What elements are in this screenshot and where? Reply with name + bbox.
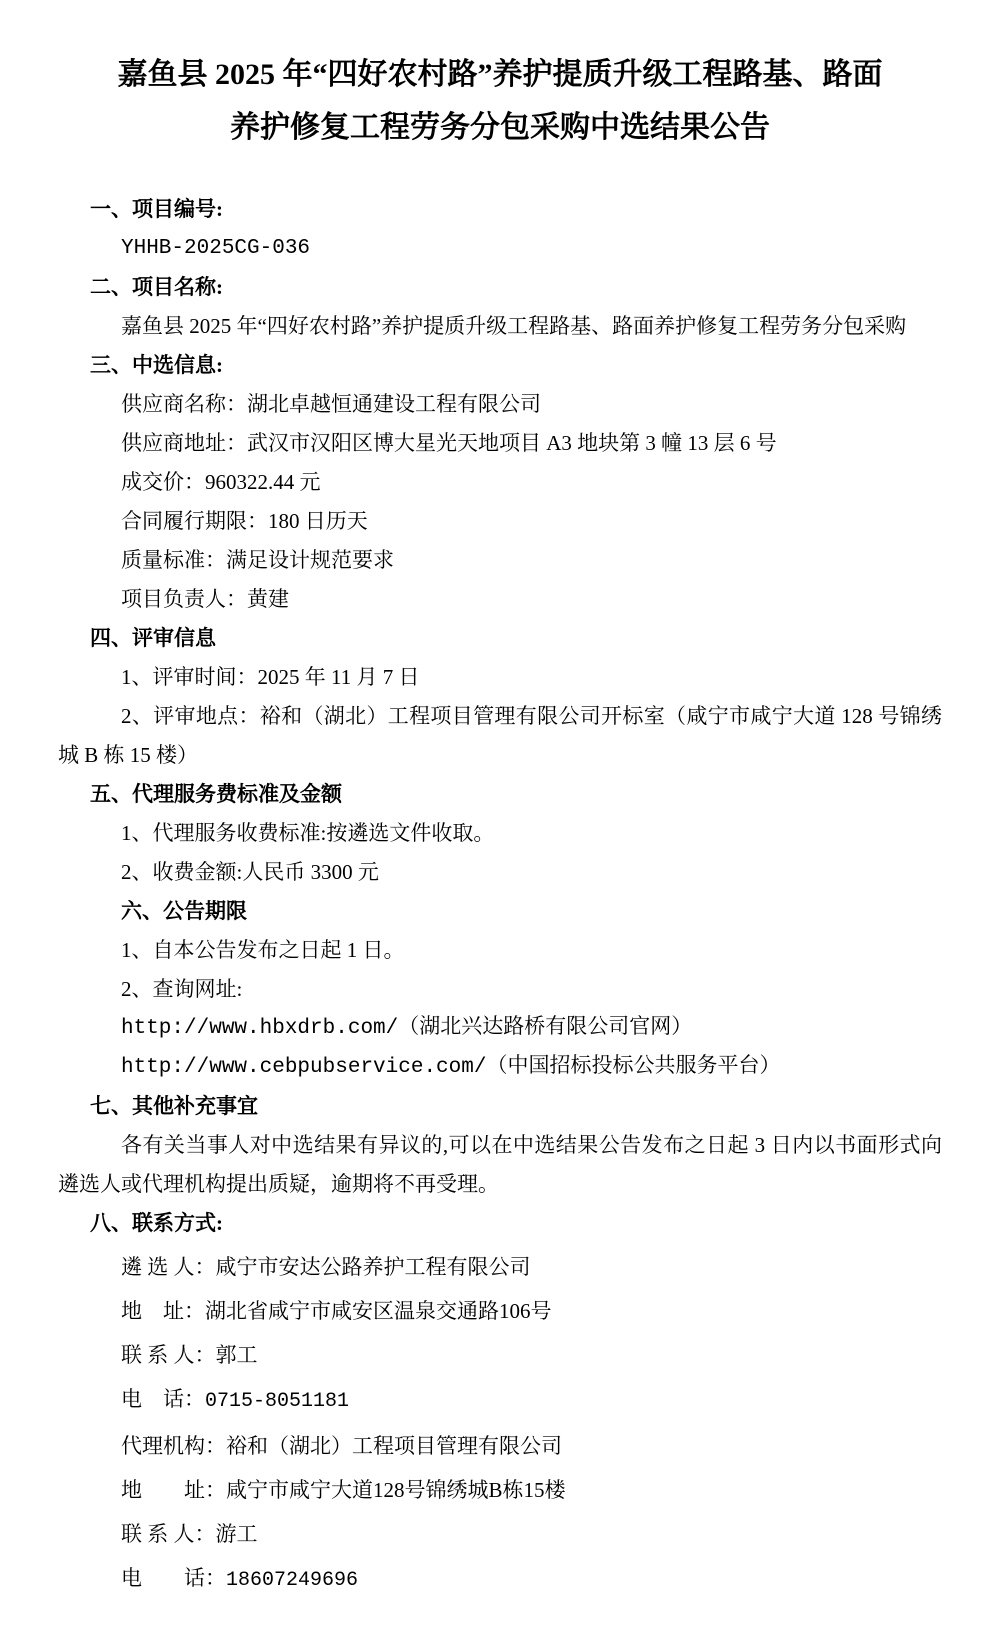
contact-info-block [58,1245,942,1603]
page-title [58,48,942,154]
selector-phone-row [58,1377,942,1424]
objection-notice: 各有关当事人对中选结果有异议的,可以在中选结果公告发布之日起 3 日内以书面形式向遴选人或代理机构提出质疑，逾期将不再受理。 [58,1133,942,1196]
section-8-heading: 八、联系方式: [90,1211,223,1235]
agency-phone-row [58,1556,942,1603]
agency-name-label: 代理机构： [121,1434,226,1458]
section-4-heading: 四、评审信息 [90,626,216,650]
query-url-2: http://www.cebpubservice.com/（中国招标投标公共服务平台） [121,1056,781,1079]
project-code-value: YHHB-2025CG-036 [121,237,311,260]
selector-name-row [58,1245,942,1289]
selector-address-value: 湖北省咸宁市咸安区温泉交通路106号 [205,1299,552,1323]
selector-phone-label: 电 话： [121,1387,205,1411]
selector-contact-label: 联 系 人： [121,1343,216,1367]
agency-address-label: 地 址： [121,1478,226,1502]
agency-fee-amount: 2、收费金额:人民币 3300 元 [121,860,379,884]
selector-phone-value: 0715-8051181 [205,1390,350,1413]
project-manager: 项目负责人：黄建 [121,587,289,611]
agency-phone-label: 电 话： [121,1566,226,1590]
agency-contact-value: 游工 [215,1522,258,1546]
agency-address-value: 咸宁市咸宁大道128号锦绣城B栋15楼 [226,1478,566,1502]
section-1-heading: 一、项目编号: [90,197,223,221]
section-3-heading: 三、中选信息: [90,353,223,377]
section-2-heading: 二、项目名称: [90,275,223,299]
contract-period: 合同履行期限：180 日历天 [121,509,368,533]
review-location: 2、评审地点：裕和（湖北）工程项目管理有限公司开标室（咸宁市咸宁大道 128 号锦绣城 B 栋 15 楼） [58,704,942,767]
agency-address-row [58,1468,942,1512]
selector-name-value: 咸宁市安达公路养护工程有限公司 [215,1255,531,1279]
query-url-1: http://www.hbxdrb.com/（湖北兴达路桥有限公司官网） [121,1017,693,1040]
document-body [58,190,942,1603]
deal-price: 成交价：960322.44 元 [121,470,321,494]
selector-address-row [58,1289,942,1333]
project-name-value: 嘉鱼县 2025 年“四好农村路”养护提质升级工程路基、路面养护修复工程劳务分包采购 [121,314,907,338]
supplier-name: 供应商名称：湖北卓越恒通建设工程有限公司 [121,392,541,416]
agency-fee-standard: 1、代理服务收费标准:按遴选文件收取。 [121,821,495,845]
selector-name-label: 遴 选 人： [121,1255,216,1279]
agency-name-value: 裕和（湖北）工程项目管理有限公司 [226,1434,562,1458]
section-7-heading: 七、其他补充事宜 [90,1094,258,1118]
selector-address-label: 地 址： [121,1299,205,1323]
review-time: 1、评审时间：2025 年 11 月 7 日 [121,665,420,689]
quality-standard: 质量标准：满足设计规范要求 [121,548,394,572]
query-url-label: 2、查询网址: [121,977,243,1001]
agency-contact-row [58,1512,942,1556]
selector-contact-value: 郭工 [215,1343,258,1367]
announcement-duration: 1、自本公告发布之日起 1 日。 [121,938,405,962]
supplier-address: 供应商地址：武汉市汉阳区博大星光天地项目 A3 地块第 3 幢 13 层 6 号 [121,431,777,455]
section-5-heading: 五、代理服务费标准及金额 [90,782,342,806]
page-title-line-1: 嘉鱼县 2025 年“四好农村路”养护提质升级工程路基、路面 [117,58,883,91]
selector-contact-row [58,1333,942,1377]
agency-contact-label: 联 系 人： [121,1522,216,1546]
section-6-heading: 六、公告期限 [121,899,247,923]
agency-name-row [58,1424,942,1468]
page-title-line-2: 养护修复工程劳务分包采购中选结果公告 [230,111,770,144]
agency-phone-value: 18607249696 [226,1569,359,1592]
